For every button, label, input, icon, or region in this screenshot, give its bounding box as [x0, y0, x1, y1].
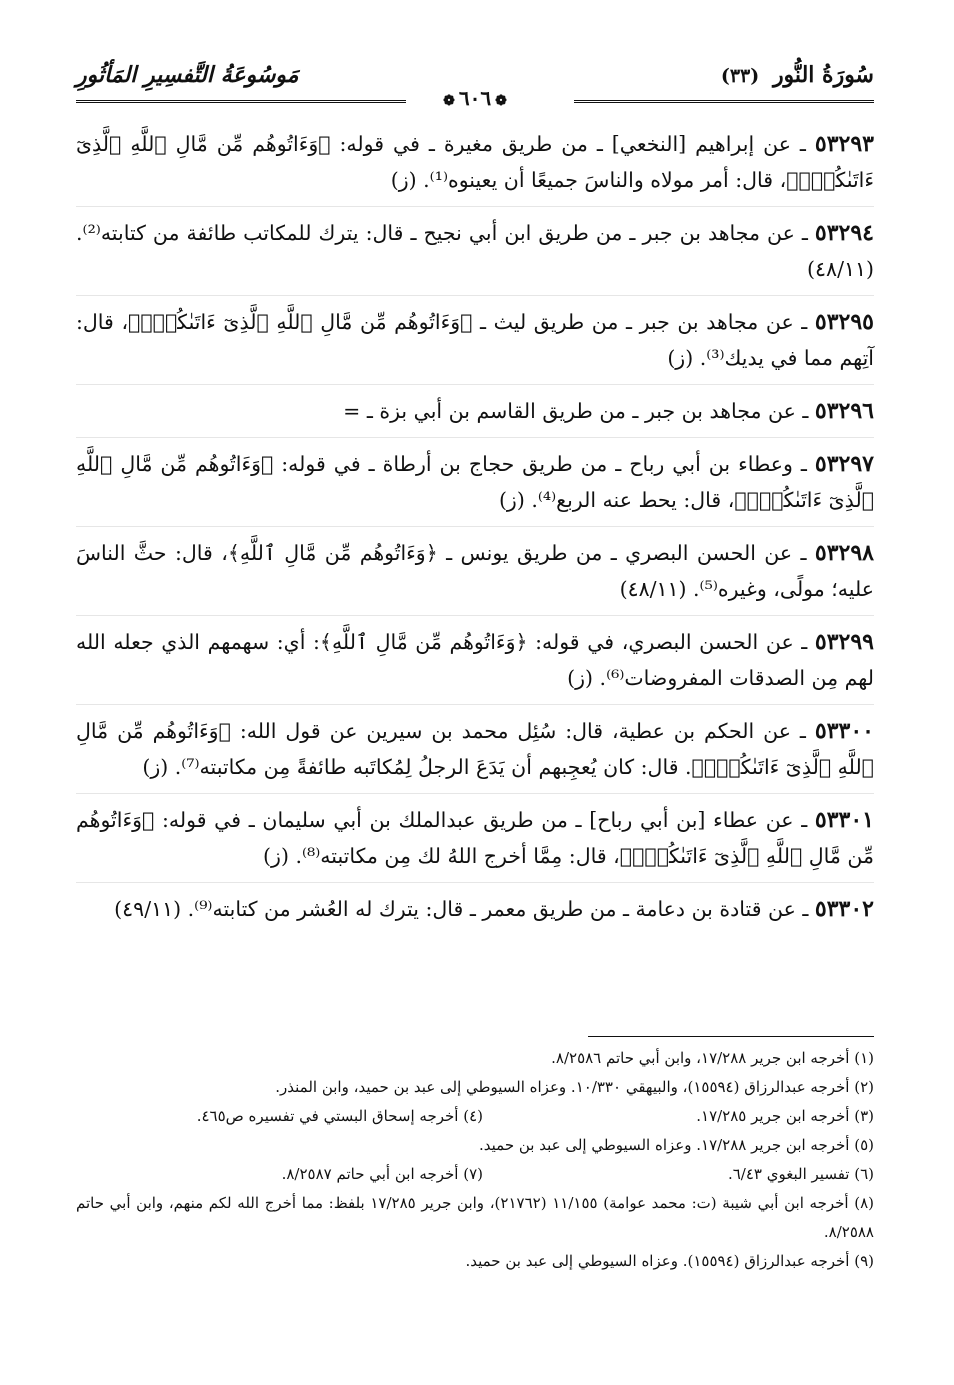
- entry-number: ٥٣٢٩٤: [814, 220, 874, 246]
- entry-text: ـ عن مجاهد بن جبر ـ من طريق القاسم بن أبي بزة ـ =: [343, 399, 809, 423]
- footnote: (٤) أخرجه إسحاق البستي في تفسيره ص٤٦٥.: [196, 1107, 483, 1125]
- entry-number: ٥٣٢٩٨: [814, 540, 874, 566]
- footnote: (٥) أخرجه ابن جرير ١٧/٢٨٨. وعزاه السيوطي إلى عبد بن حميد.: [479, 1136, 874, 1154]
- entry-number: ٥٣٢٩٥: [814, 309, 874, 335]
- entry-text: ـ عن مجاهد بن جبر ـ من طريق ليث ـ ﴿وَءَاتُوهُم مِّن مَّالِ ٱللَّهِ ٱلَّذِىٓ ءَاتَىٰكُمْۚ﴾، قال: آتِهم مما في يديك⁽³⁾. (ز): [76, 310, 874, 370]
- entry-text: ـ عن إبراهيم [النخعي] ـ من طريق مغيرة ـ في قوله: ﴿وَءَاتُوهُم مِّن مَّالِ ٱللَّهِ ٱلَّذِىٓ ءَاتَىٰكُمْۚ﴾، قال: أمر مولاه والناسَ جميعًا أن يعينوه⁽¹⁾. (ز): [76, 132, 874, 192]
- ornament-icon: ❁: [443, 93, 455, 109]
- book-title: مَوسُوعَةُ التَّفسِيرِ المَأثُورِ: [76, 62, 299, 88]
- header-rule-right: [574, 100, 874, 103]
- entries-list: [76, 126, 874, 943]
- footnote: (٧) أخرجه ابن أبي حاتم ٨/٢٥٨٧.: [281, 1165, 483, 1183]
- entry: [76, 393, 874, 438]
- entry: [76, 446, 874, 527]
- entry-text: ـ عن الحكم بن عطية، قال: سُئِل محمد بن سيرين عن قول الله: ﴿وَءَاتُوهُم مِّن مَّالِ ٱللَّهِ ٱلَّذِىٓ ءَاتَىٰكُمْۚ﴾. قال: كان يُعجِبهم أن يَدَعَ الرجلُ لِمُكاتَبه طائفةً مِن مكاتبته⁽⁷⁾. (ز): [76, 719, 874, 779]
- entry-number: ٥٣٢٩٩: [814, 629, 874, 655]
- entry-text: ـ عن عطاء [بن أبي رباح] ـ من طريق عبدالملك بن أبي سليمان ـ في قوله: ﴿وَءَاتُوهُم مِّن مَّالِ ٱللَّهِ ٱلَّذِىٓ ءَاتَىٰكُمْۚ﴾، قال: مِمَّا أخرج اللهُ لك مِن مكاتبته⁽⁸⁾. (ز): [76, 808, 874, 868]
- surah-number: (٣٣): [720, 65, 760, 87]
- entry-text: ـ عن مجاهد بن جبر ـ من طريق ابن أبي نجيح ـ قال: يترك للمكاتب طائفة من كتابته⁽²⁾. (٤٨/١١): [76, 221, 874, 281]
- footnote: (٢) أخرجه عبدالرزاق (١٥٥٩٤)، والبيهقي ١٠/٣٣٠. وعزاه السيوطي إلى عبد بن حميد، وابن المنذر.: [275, 1078, 874, 1096]
- entry: [76, 304, 874, 385]
- entry: [76, 713, 874, 794]
- surah-heading: [721, 62, 874, 88]
- page-number: ❁٦٠٦❁: [431, 86, 519, 110]
- entry-number: ٥٣٣٠١: [814, 807, 874, 833]
- surah-name: سُورَةُ النُّور: [772, 62, 874, 88]
- footnote: (٦) تفسير البغوي ٦/٤٣.: [727, 1165, 874, 1183]
- entry: [76, 624, 874, 705]
- entry: [76, 215, 874, 296]
- entry-number: ٥٣٢٩٧: [814, 451, 874, 477]
- ornament-icon: ❁: [495, 93, 507, 109]
- header-rule-left: [76, 100, 406, 103]
- entry-number: ٥٣٢٩٦: [814, 398, 874, 424]
- entry: [76, 891, 874, 935]
- page-header: [76, 62, 874, 110]
- footnote-pair: [76, 1160, 874, 1189]
- footnote: (٩) أخرجه عبدالرزاق (١٥٥٩٤). وعزاه السيوطي إلى عبد بن حميد.: [465, 1252, 874, 1270]
- entry-text: ـ عن قتادة بن دعامة ـ من طريق معمر ـ قال: يترك له العُشر من كتابته⁽⁹⁾. (٤٩/١١): [114, 897, 809, 921]
- entry: [76, 802, 874, 883]
- entry-text: ـ عن الحسن البصري، في قوله: ﴿وَءَاتُوهُم مِّن مَّالِ ٱللَّهِ﴾: أي: سهمهم الذي جعله الله لهم مِن الصدقات المفروضات⁽⁶⁾. (ز): [76, 630, 874, 690]
- entry-number: ٥٣٣٠٢: [814, 896, 874, 922]
- entry-number: ٥٣٣٠٠: [814, 718, 874, 744]
- entry: [76, 535, 874, 616]
- footnote: (٣) أخرجه ابن جرير ١٧/٢٨٥.: [696, 1107, 874, 1125]
- footnote-pair: [76, 1102, 874, 1131]
- footnote-separator: [588, 1036, 874, 1037]
- entry-number: ٥٣٢٩٣: [814, 131, 874, 157]
- entry: [76, 126, 874, 207]
- entry-text: ـ وعطاء بن أبي رباح ـ من طريق حجاج بن أرطاة ـ في قوله: ﴿وَءَاتُوهُم مِّن مَّالِ ٱللَّهِ ٱلَّذِىٓ ءَاتَىٰكُمْۚ﴾، قال: يحط عنه الربع⁽⁴⁾. (ز): [76, 452, 874, 512]
- footnotes: [76, 1044, 874, 1276]
- footnote: (١) أخرجه ابن جرير ١٧/٢٨٨، وابن أبي حاتم ٨/٢٥٨٦.: [551, 1049, 874, 1067]
- footnote: (٨) أخرجه ابن أبي شيبة (ت: محمد عوامة) ١١/١٥٥ (٢١٧٦٢)، وابن جرير ١٧/٢٨٥ بلفظ: مما أخرج الله لكم منهم، وابن أبي حاتم ٨/٢٥٨٨.: [76, 1194, 874, 1241]
- entry-text: ـ عن الحسن البصري ـ من طريق يونس ـ ﴿وَءَاتُوهُم مِّن مَّالِ ٱللَّهِ﴾، قال: حثَّ الناسَ عليه؛ مولًى، وغيره⁽⁵⁾. (٤٨/١١): [76, 541, 874, 601]
